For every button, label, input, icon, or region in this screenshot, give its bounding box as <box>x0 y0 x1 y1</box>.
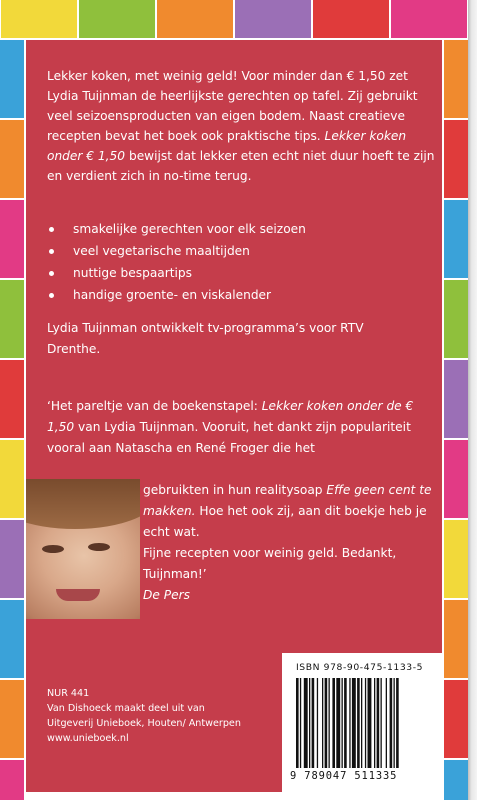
list-item <box>47 284 427 306</box>
barcode-bar <box>317 678 318 768</box>
barcode-bar <box>396 678 399 768</box>
barcode-bar <box>386 678 387 768</box>
list-item-text: handige groente- en viskalender <box>73 288 272 302</box>
barcode-bar <box>394 678 395 768</box>
bullet-dot-icon <box>49 293 54 298</box>
barcode-bar <box>296 678 299 768</box>
price-highlight: € 1,50 <box>346 69 386 83</box>
barcode-bar <box>357 678 360 768</box>
color-tile <box>0 120 24 198</box>
author-photo-mouth <box>56 589 100 601</box>
author-photo-eye <box>88 543 110 551</box>
quote-closing: Fijne recepten voor weinig geld. Bedankt, Tuijnman!’ <box>143 546 397 581</box>
quote-part: gebruikten in hun realitysoap <box>143 483 327 497</box>
color-tile <box>235 0 311 38</box>
color-tile <box>0 680 24 758</box>
color-tile <box>0 360 24 438</box>
barcode-bar <box>377 678 380 768</box>
color-tile <box>444 680 468 758</box>
color-tile <box>444 120 468 198</box>
author-photo <box>26 479 140 619</box>
barcode-bar <box>332 678 335 768</box>
author-photo-hair <box>26 479 140 529</box>
list-item <box>47 240 427 262</box>
isbn-label: ISBN 978-90-475-1133-5 <box>296 662 424 673</box>
color-tile <box>0 600 24 678</box>
color-tile <box>0 280 24 358</box>
color-tile <box>444 760 468 800</box>
color-tile <box>0 440 24 518</box>
imprint-line: Uitgeverij Unieboek, Houten/ Antwerpen <box>47 718 241 729</box>
list-item <box>47 262 427 284</box>
barcode-bar <box>381 678 382 768</box>
imprint-line: Van Dishoeck maakt deel uit van <box>47 703 205 714</box>
quote-part: van Lydia Tuijnman. Vooruit, het dankt zijn populariteit vooral aan Natascha en René Froger die het <box>47 420 411 455</box>
color-tile <box>0 200 24 278</box>
color-tile <box>157 0 233 38</box>
barcode-bar <box>322 678 323 768</box>
list-item-text: smakelijke gerechten voor elk seizoen <box>73 222 306 236</box>
barcode-icon <box>296 678 434 768</box>
color-tile <box>444 440 468 518</box>
bullet-dot-icon <box>49 271 54 276</box>
quote-show-title: Effe geen cent te makken. <box>143 483 432 518</box>
barcode-bar <box>368 678 372 768</box>
barcode-bar <box>304 678 308 768</box>
color-tile <box>79 0 155 38</box>
feature-list <box>47 218 427 306</box>
quote-part: ‘Het pareltje van de boekenstapel: <box>47 399 262 413</box>
color-tile <box>444 520 468 598</box>
bullet-dot-icon <box>49 227 54 232</box>
list-item <box>47 218 427 240</box>
desc-part: bewijst dat lekker eten echt niet duur hoeft te zijn en verdient zich in no-time terug. <box>47 149 435 183</box>
quote-part: Hoe het ook zij, aan dit boekje heb je echt wat. <box>143 504 427 539</box>
color-tile <box>391 0 467 38</box>
author-note: Lydia Tuijnman ontwikkelt tv-programma’s voor RTV Drenthe. <box>47 321 364 356</box>
quote-source: De Pers <box>143 588 190 602</box>
desc-part: zet Lydia Tuijnman de heerlijkste gerechten op tafel. Zij gebruikt veel seizoensproducten van eigen bodem. Naast creatieve recepten bevat het boek ook praktische tips. <box>47 69 418 143</box>
barcode-bar <box>329 678 330 768</box>
color-tile <box>1 0 77 38</box>
list-item-text: veel vegetarische maaltijden <box>73 244 250 258</box>
barcode-bar <box>390 678 393 768</box>
barcode-bar <box>374 678 375 768</box>
barcode-bar <box>300 678 301 768</box>
book-description <box>47 66 439 186</box>
barcode-bar <box>352 678 356 768</box>
barcode-bar <box>349 678 350 768</box>
color-tile <box>444 280 468 358</box>
barcode-digits: 9 789047 511335 <box>290 770 398 782</box>
barcode-bar <box>344 678 347 768</box>
barcode-bar <box>361 678 362 768</box>
review-quote-start <box>47 396 437 459</box>
publisher-imprint <box>47 686 287 746</box>
color-tile <box>444 600 468 678</box>
publisher-website: www.unieboek.nl <box>47 733 129 744</box>
quote-paragraph <box>143 480 435 543</box>
color-tile <box>444 200 468 278</box>
barcode-bar <box>336 678 340 768</box>
color-tile <box>0 760 24 800</box>
barcode-box <box>282 653 442 792</box>
review-quote-continued <box>143 480 435 606</box>
color-tile <box>0 520 24 598</box>
list-item-text: nuttige bespaartips <box>73 266 193 280</box>
barcode-bar <box>309 678 310 768</box>
red-text-panel <box>26 40 442 792</box>
barcode-bar <box>342 678 343 768</box>
color-tile <box>0 40 24 118</box>
color-tile <box>313 0 389 38</box>
author-photo-eye <box>42 545 64 553</box>
quote-book-title: Lekker koken onder de € 1,50 <box>47 399 414 434</box>
barcode-bar <box>312 678 315 768</box>
desc-part: Lekker koken, met weinig geld! Voor minder dan <box>47 69 347 83</box>
spine-shadow <box>468 0 477 800</box>
bullet-dot-icon <box>49 249 54 254</box>
color-tile <box>444 40 468 118</box>
barcode-bar <box>365 678 366 768</box>
book-title-italic: Lekker koken onder € 1,50 <box>47 129 407 163</box>
nur-code: NUR 441 <box>47 688 90 699</box>
color-tile <box>444 360 468 438</box>
barcode-bar <box>325 678 328 768</box>
